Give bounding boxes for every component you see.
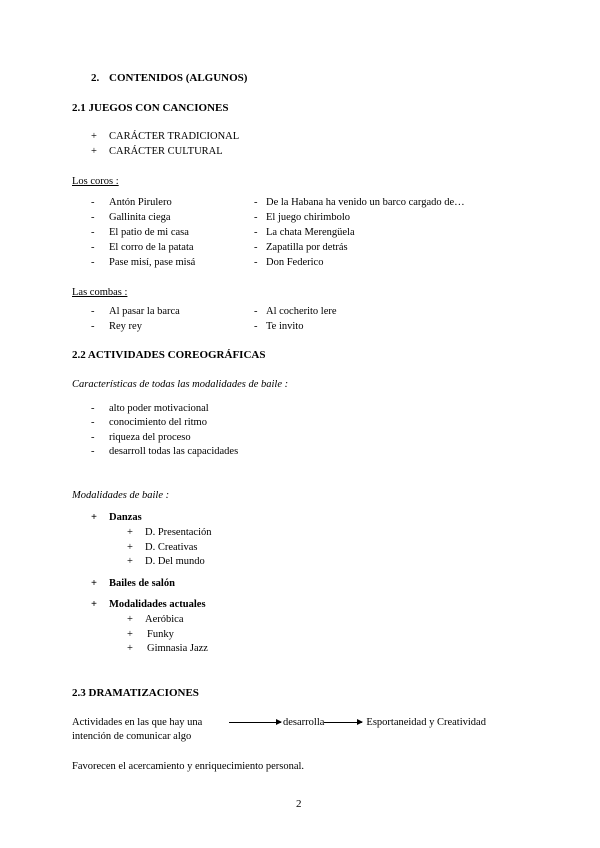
dramatizaciones-line1: Actividades en las que hay una <box>72 717 203 728</box>
list-item: + Aeróbica <box>127 614 184 625</box>
arrow-right-icon <box>324 722 362 723</box>
plus-bullet: + <box>91 146 97 157</box>
bullet-item <box>91 130 239 144</box>
page-number: 2 <box>296 798 302 810</box>
plus-bullet: + <box>91 131 97 142</box>
section-title: CONTENIDOS (ALGUNOS) <box>109 72 248 84</box>
list-item: - desarroll todas las capacidades <box>91 446 239 457</box>
list-item: - Al pasar la barca <box>91 306 180 317</box>
list-item: - conocimiento del ritmo <box>91 417 207 428</box>
list-item: - riqueza del proceso <box>91 432 191 443</box>
flow-end: Esportaneidad y Creatividad <box>366 717 486 728</box>
danzas-item: + Danzas <box>91 512 142 523</box>
list-item: + D. Presentación <box>127 527 212 538</box>
coros-label: Los coros : <box>72 176 119 187</box>
list-item: - El juego chirimbolo <box>254 212 350 223</box>
list-item: + D. Del mundo <box>127 556 205 567</box>
list-item: - Te invito <box>254 321 304 332</box>
list-item: - Gallinita ciega <box>91 212 171 223</box>
subsection-title-2-2: 2.2 ACTIVIDADES COREOGRÁFICAS <box>72 349 266 361</box>
caracteristicas-label: Características de todas las modalidades de baile : <box>72 379 289 390</box>
list-item: - alto poder motivacional <box>91 403 209 414</box>
list-item: + Funky <box>127 629 174 640</box>
list-item: - Zapatilla por detrás <box>254 242 348 253</box>
favorecen-text: Favorecen el acercamiento y enriquecimiento personal. <box>72 761 305 772</box>
list-item: - Pase misí, pase misá <box>91 257 196 268</box>
list-item: - Antón Pirulero <box>91 197 172 208</box>
list-item: + Gimnasia Jazz <box>127 643 208 654</box>
dramatizaciones-line2: intención de comunicar algo <box>72 731 192 742</box>
list-item: - La chata Merengüela <box>254 227 355 238</box>
bailes-item: + Bailes de salón <box>91 578 175 589</box>
arrow-right-icon <box>229 722 281 723</box>
actuales-item: + Modalidades actuales <box>91 599 206 610</box>
section-number: 2. <box>91 72 100 84</box>
list-item: - Rey rey <box>91 321 142 332</box>
bullet-text: CARÁCTER TRADICIONAL <box>109 131 240 142</box>
list-item: + D. Creativas <box>127 542 198 553</box>
subsection-title-2-1: 2.1 JUEGOS CON CANCIONES <box>72 102 229 114</box>
bullet-text: CARÁCTER CULTURAL <box>109 146 223 157</box>
combas-label: Las combas : <box>72 287 128 298</box>
list-item: - Don Federico <box>254 257 324 268</box>
flow-line <box>229 716 486 730</box>
list-item: - El corro de la patata <box>91 242 194 253</box>
flow-mid: desarrolla <box>283 717 325 728</box>
subsection-title-2-3: 2.3 DRAMATIZACIONES <box>72 687 199 699</box>
list-item: - El patio de mi casa <box>91 227 189 238</box>
list-item: - De la Habana ha venido un barco cargado de… <box>254 197 465 208</box>
bullet-item <box>91 145 223 159</box>
modalidades-label: Modalidades de baile : <box>72 490 170 501</box>
list-item: - Al cocherito lere <box>254 306 337 317</box>
